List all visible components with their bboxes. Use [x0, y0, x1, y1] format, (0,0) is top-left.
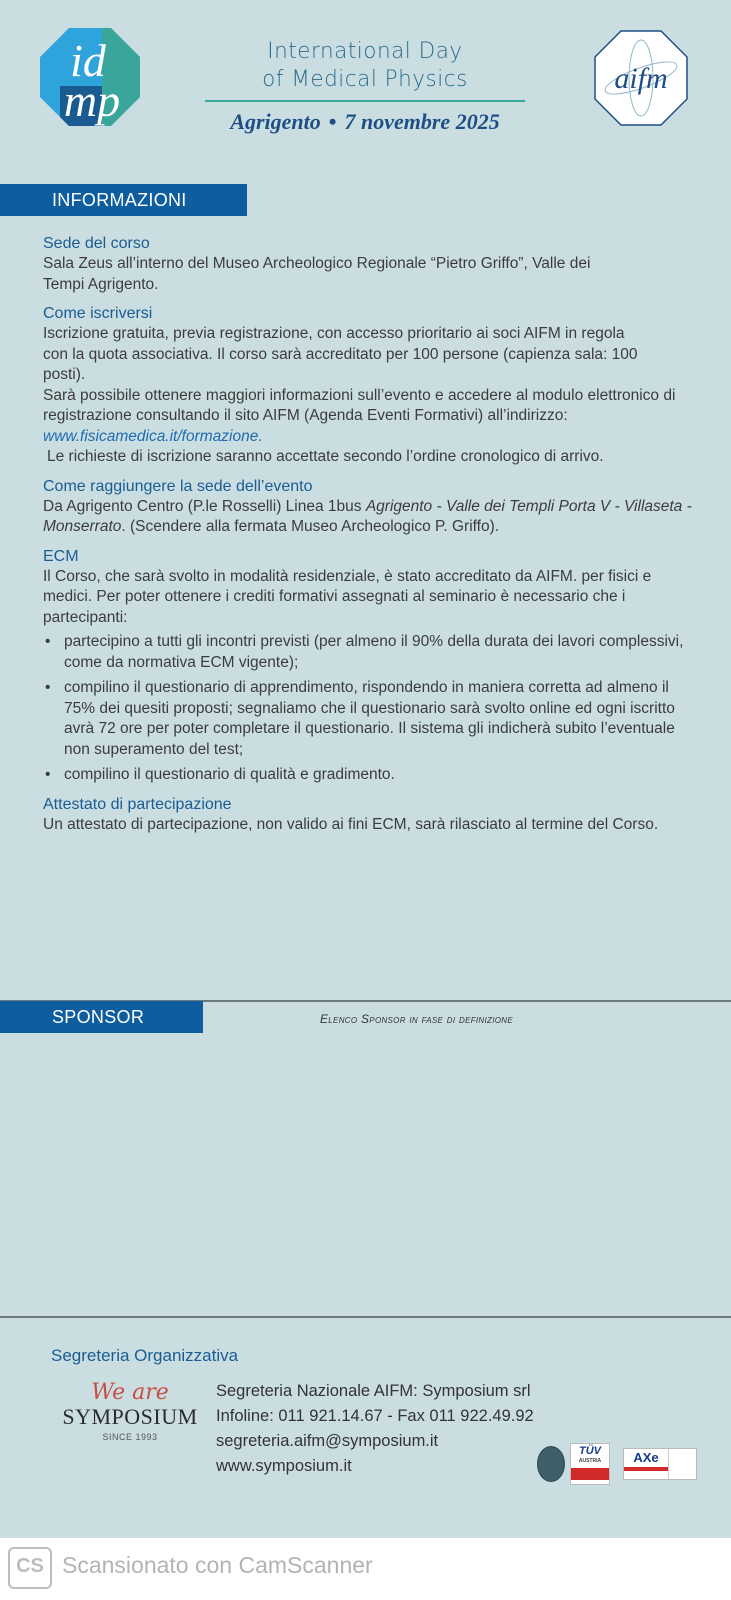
iscriversi-text-2 [43, 386, 693, 448]
accredia-badge-icon [537, 1446, 565, 1482]
iscriversi-text-3: Le richieste di iscrizione saranno accettate secondo l’ordine cronologico di arrivo. [47, 448, 604, 465]
idmp-logo [40, 28, 140, 126]
event-location: Agrigento [230, 109, 321, 134]
bullet-icon: • [45, 633, 51, 650]
iscriversi-text-2-prefix: Sarà possibile ottenere maggiori informazioni sull’evento e accedere al modulo elettronico di registrazione consultando il sito AIFM (Agenda Eventi Formativi) all’indirizzo: [43, 386, 676, 424]
attestato-heading: Attestato di partecipazione [43, 795, 232, 813]
raggiungere-text [43, 497, 693, 538]
info-content [43, 234, 693, 844]
ecm-heading: ECM [43, 547, 79, 565]
contact-info [216, 1379, 534, 1479]
contact-website[interactable]: www.symposium.it [216, 1457, 352, 1475]
bus-route: Agrigento - Valle dei Templi Porta V - Villaseta - Monserrato [43, 497, 692, 535]
symposium-since: SINCE 1993 [102, 1432, 158, 1442]
bullet-icon: • [45, 766, 51, 783]
list-item: • compilino il questionario di qualità e gradimento. [43, 765, 693, 786]
attestato-text: Un attestato di partecipazione, non valido ai fini ECM, sarà rilasciato al termine del Corso. [43, 815, 659, 833]
list-item: • partecipino a tutti gli incontri previsti (per almeno il 90% della durata dei lavori complessivi, come da normativa ECM vigente); [45, 633, 684, 671]
tuv-badge-icon: TÜV AUSTRIA [570, 1443, 610, 1485]
contact-company: Segreteria Nazionale AIFM: Symposium srl [216, 1382, 531, 1400]
raggiungere-prefix: Da Agrigento Centro (P.le Rosselli) Linea 1bus [43, 497, 366, 515]
iscriversi-block [43, 304, 693, 468]
raggiungere-suffix: . (Scendere alla fermata Museo Archeologico P. Griffo). [121, 518, 500, 535]
symposium-name: SYMPOSIUM [62, 1404, 198, 1429]
raggiungere-block [43, 477, 693, 538]
iscriversi-heading: Come iscriversi [43, 305, 153, 322]
title-line-1: International Day [267, 39, 463, 64]
ecm-requirements-list [43, 632, 693, 786]
contact-email[interactable]: segreteria.aifm@symposium.it [216, 1432, 439, 1450]
bullet-icon: • [45, 679, 51, 696]
event-title-block [205, 38, 525, 136]
footer-divider [0, 1316, 731, 1318]
sede-heading: Sede del corso [43, 235, 150, 252]
svg-text:aifm: aifm [614, 62, 668, 95]
symposium-logo [50, 1382, 210, 1442]
svg-text:id: id [70, 35, 106, 86]
axe-iso-badge-icon: AXe [623, 1448, 697, 1480]
sede-text: Sala Zeus all’interno del Museo Archeologico Regionale “Pietro Griffo”, Valle dei Tempi Agrigento. [43, 255, 591, 293]
camscanner-icon: CS [8, 1547, 52, 1589]
contact-phone: Infoline: 011 921.14.67 - Fax 011 922.49.92 [216, 1407, 534, 1425]
sede-block [43, 234, 693, 295]
certification-badges [537, 1443, 697, 1485]
attestato-block [43, 795, 693, 836]
separator-dot: • [328, 109, 337, 134]
event-location-date [205, 108, 525, 136]
ecm-block [43, 547, 693, 786]
camscanner-text: Scansionato con CamScanner [62, 1552, 373, 1578]
event-date: 7 novembre 2025 [344, 109, 500, 134]
section-header-sponsor: SPONSOR [0, 1001, 203, 1033]
list-item: • compilino il questionario di apprendimento, rispondendo in maniera corretta ad almeno il 75% dei quesiti proposti; segnaliamo che il questionario sarà svolto online ed ogni iscritto avrà 72 ore per poter completare il questionario. Il sistema gli indicherà subito l’eventuale non superamento del test; [45, 679, 675, 758]
section-header-informazioni: INFORMAZIONI [0, 184, 247, 216]
sponsor-note: Elenco Sponsor in fase di definizione [320, 1012, 513, 1026]
symposium-tagline: We are [91, 1380, 169, 1405]
ecm-intro: Il Corso, che sarà svolto in modalità residenziale, è stato accreditato da AIFM. per fisici e medici. Per poter ottenere i crediti formativi assegnati al seminario è necessario che i partecipanti: [43, 567, 652, 626]
aifm-logo [594, 30, 688, 126]
registration-link[interactable]: www.fisicamedica.it/formazione. [43, 427, 263, 445]
raggiungere-heading: Come raggiungere la sede dell’evento [43, 477, 313, 495]
iscriversi-text-1: Iscrizione gratuita, previa registrazione, con accesso prioritario ai soci AIFM in regola con la quota associativa. Il corso sarà accreditato per 100 persone (capienza sala: 100 posti). [43, 325, 638, 383]
segreteria-heading: Segreteria Organizzativa [51, 1346, 239, 1365]
title-line-2: of Medical Physics [262, 67, 468, 92]
svg-text:mp: mp [63, 75, 121, 126]
title-divider [205, 100, 525, 102]
